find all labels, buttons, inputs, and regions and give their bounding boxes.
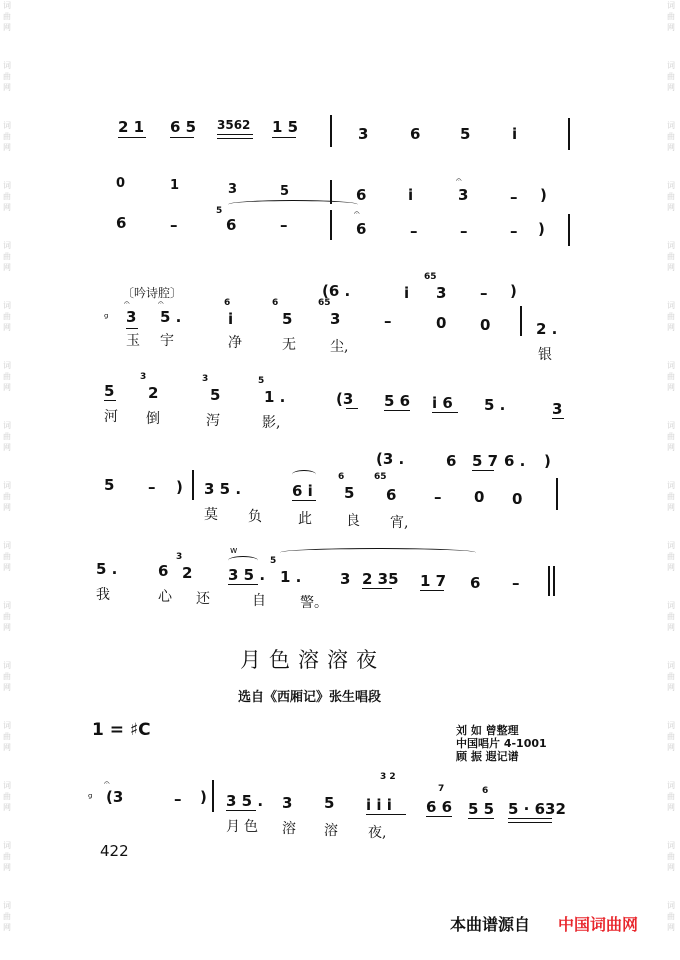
note-group: 6 5 — [170, 118, 197, 136]
grace-note: 5 — [270, 556, 277, 566]
barline — [212, 780, 214, 812]
close-paren: ) — [538, 220, 545, 238]
note: – — [384, 312, 392, 330]
grace-note: 6 — [338, 472, 345, 482]
underline — [384, 410, 410, 411]
note: 2 — [148, 384, 159, 402]
note: 1 — [170, 178, 180, 193]
lyric: 警。 — [300, 595, 328, 611]
barline — [330, 115, 332, 147]
watermark-text: 词 曲 网 — [3, 1, 11, 32]
note: i — [512, 125, 518, 143]
close-paren: ) — [200, 788, 207, 806]
footer-source-label: 本曲谱源自 — [450, 915, 531, 934]
slur — [292, 470, 316, 479]
watermark-text: 词 曲 网 — [667, 421, 675, 452]
footer-site-link[interactable]: 中国词曲网 — [558, 915, 639, 934]
slur — [228, 200, 358, 209]
note-group: 3562 — [217, 118, 251, 132]
grace-note: 7 — [438, 784, 445, 794]
watermark-text: 词 曲 网 — [667, 181, 675, 212]
watermark-text: 词 曲 网 — [3, 781, 11, 812]
lyric: 自 — [252, 593, 266, 609]
underline — [426, 816, 452, 817]
lyric: 泻 — [206, 413, 220, 429]
underline — [468, 818, 494, 819]
note: 6 6 — [426, 798, 453, 816]
fermata-icon: 𝄐 — [354, 208, 360, 219]
credit-line: 顾 振 遐记谱 — [456, 750, 519, 763]
grace-note: 6 — [224, 298, 231, 308]
watermark-text: 词 曲 网 — [3, 721, 11, 752]
watermark-text: 词 曲 网 — [667, 301, 675, 332]
note: 3 — [552, 400, 563, 418]
note: 3 — [340, 570, 351, 588]
grace-note: 3 — [202, 374, 209, 384]
lyric: 尘, — [330, 339, 349, 355]
grace-note: 65 — [374, 472, 387, 482]
underline — [508, 818, 552, 819]
grace-note: 3 2 — [380, 772, 396, 782]
lyric: 我 — [96, 587, 110, 603]
underline — [362, 588, 392, 589]
watermark-text: 词 曲 网 — [3, 61, 11, 92]
watermark-text: 词 曲 网 — [3, 301, 11, 332]
fermata-icon: 𝄐 — [124, 298, 130, 309]
watermark-text: 词 曲 网 — [3, 181, 11, 212]
watermark-text: 词 曲 网 — [3, 481, 11, 512]
barline — [192, 470, 194, 500]
bracket-label: 〔吟诗腔〕 — [122, 286, 183, 300]
watermark-text: 词 曲 网 — [667, 61, 675, 92]
note: 6 . — [504, 452, 526, 470]
note: – — [434, 488, 442, 506]
barline — [568, 118, 570, 150]
note: 6 — [226, 216, 237, 234]
watermark-text: 词 曲 网 — [667, 721, 675, 752]
note: i i i — [366, 796, 392, 814]
grace-note: 6 — [272, 298, 279, 308]
watermark-text: 词 曲 网 — [3, 661, 11, 692]
underline — [217, 138, 253, 139]
note-group: 1 5 — [272, 118, 299, 136]
note: 6 — [410, 125, 421, 143]
lyric: 宇 — [160, 333, 174, 349]
note: 5 — [210, 386, 221, 404]
note: 5 5 — [468, 800, 495, 818]
watermark-text: 词 曲 网 — [667, 901, 675, 932]
note-group: 2 1 — [118, 118, 145, 136]
underline — [508, 822, 552, 823]
song-subtitle: 选自《西厢记》张生唱段 — [238, 690, 382, 705]
note: (6 . — [322, 282, 351, 300]
lyric: 心 — [158, 589, 172, 605]
lyric: 良 — [346, 513, 360, 529]
grace-note: 5 — [258, 376, 265, 386]
barline — [330, 210, 332, 240]
key-signature: 1 = ♯C — [92, 720, 151, 740]
lyric: 溶 — [324, 823, 338, 839]
song-title: 月色溶溶夜 — [240, 648, 385, 672]
note: 3 — [458, 186, 469, 204]
lyric: 夜, — [368, 825, 387, 841]
note: i — [408, 186, 414, 204]
note: – — [410, 222, 418, 240]
slur — [280, 548, 476, 557]
fermata-icon: 𝄐 — [104, 778, 110, 789]
note: 2 — [182, 564, 193, 582]
note: 6 — [386, 486, 397, 504]
underline — [346, 408, 358, 409]
close-paren: ) — [510, 282, 517, 300]
note: – — [148, 478, 156, 496]
barline — [520, 306, 522, 336]
underline — [552, 418, 564, 419]
note: 0 — [480, 316, 491, 334]
watermark-text: 词 曲 网 — [3, 841, 11, 872]
note: i 6 — [432, 394, 453, 412]
note: 6 — [446, 452, 457, 470]
watermark-text: 词 曲 网 — [3, 541, 11, 572]
watermark-text: 词 曲 网 — [667, 1, 675, 32]
underline — [228, 584, 258, 585]
note: 5 — [280, 184, 290, 199]
note: 6 — [470, 574, 481, 592]
lyric: 影, — [262, 415, 281, 431]
underline — [104, 400, 116, 401]
note: – — [174, 790, 182, 808]
credit-line: 中国唱片 4-1001 — [456, 737, 547, 750]
watermark-text: 词 曲 网 — [3, 901, 11, 932]
note: – — [460, 222, 468, 240]
barline — [568, 214, 570, 246]
note: 6 i — [292, 482, 313, 500]
note: 6 — [158, 562, 169, 580]
note: 5 — [460, 125, 471, 143]
lyric: 负 — [248, 509, 262, 525]
note: 5 6 — [384, 392, 411, 410]
lyric: 色 — [244, 819, 258, 835]
note: 0 — [512, 490, 523, 508]
note: – — [480, 284, 488, 302]
note: (3 — [106, 788, 124, 806]
note: 6 — [356, 186, 367, 204]
note: i — [228, 310, 234, 328]
watermark-text: 词 曲 网 — [667, 841, 675, 872]
lyric: 月 — [226, 819, 240, 835]
watermark-text: 词 曲 网 — [667, 361, 675, 392]
underline — [170, 137, 194, 138]
watermark-text: 词 曲 网 — [667, 661, 675, 692]
barline — [553, 566, 555, 596]
note: – — [510, 222, 518, 240]
note: i — [404, 284, 410, 302]
note: 5 — [344, 484, 355, 502]
note: 3 — [228, 182, 238, 197]
note: 6 — [116, 214, 127, 232]
page-number: 422 — [100, 842, 129, 860]
lyric: 无 — [282, 337, 296, 353]
note: 2 35 — [362, 570, 399, 588]
note: 3 5 . — [204, 480, 242, 498]
note: (3 . — [376, 450, 405, 468]
note: 5 — [282, 310, 293, 328]
underline — [272, 137, 296, 138]
free-meter-mark: ᵍ — [88, 791, 93, 804]
underline — [226, 810, 256, 811]
note: 6 — [356, 220, 367, 238]
close-paren: ) — [544, 452, 551, 470]
lyric: 溶 — [282, 821, 296, 837]
grace-note: 65 — [318, 298, 331, 308]
note: – — [510, 188, 518, 206]
free-meter-mark: ᵍ — [104, 311, 109, 324]
lyric: 此 — [298, 511, 312, 527]
lyric: 倒 — [146, 411, 160, 427]
note: 1 . — [264, 388, 286, 406]
underline — [420, 590, 444, 591]
note: 3 — [282, 794, 293, 812]
underline — [217, 134, 253, 135]
lyric: 净 — [228, 335, 242, 351]
note: – — [512, 574, 520, 592]
note: – — [170, 216, 178, 234]
lyric: 玉 — [126, 333, 140, 349]
watermark-text: 词 曲 网 — [3, 361, 11, 392]
fermata-icon: 𝄐 — [158, 298, 164, 309]
watermark-text: 词 曲 网 — [667, 601, 675, 632]
credit-line: 刘 如 曾整理 — [456, 724, 519, 737]
note: 5 — [104, 382, 115, 400]
fermata-icon: 𝄐 — [456, 175, 462, 186]
watermark-text: 词 曲 网 — [667, 481, 675, 512]
slur — [228, 556, 258, 565]
note: (3 — [336, 390, 354, 408]
credits — [456, 724, 547, 763]
watermark-text: 词 曲 网 — [3, 601, 11, 632]
note: 3 5 . — [226, 792, 264, 810]
note: 0 — [116, 176, 126, 191]
lyric: 还 — [196, 591, 210, 607]
watermark-text: 词 曲 网 — [667, 241, 675, 272]
close-paren: ) — [540, 186, 547, 204]
note: 1 7 — [420, 572, 447, 590]
note: 0 — [474, 488, 485, 506]
note: 5 . — [96, 560, 118, 578]
grace-note: 5 — [216, 206, 223, 216]
note: 1 . — [280, 568, 302, 586]
underline — [432, 412, 458, 413]
watermark-text: 词 曲 网 — [3, 121, 11, 152]
underline — [126, 328, 138, 329]
note: 0 — [436, 314, 447, 332]
lyric: 银 — [538, 347, 552, 363]
watermark-text: 词 曲 网 — [667, 781, 675, 812]
note: 5 7 — [472, 452, 499, 470]
grace-note: 65 — [424, 272, 437, 282]
note: 5 — [324, 794, 335, 812]
underline — [366, 814, 406, 815]
note: 3 — [436, 284, 447, 302]
close-paren: ) — [176, 478, 183, 496]
note: 5 . — [484, 396, 506, 414]
underline — [472, 470, 494, 471]
note: 2 . — [536, 320, 558, 338]
underline — [292, 500, 316, 501]
watermark-text: 词 曲 网 — [667, 541, 675, 572]
trill-mark: w — [230, 546, 238, 556]
underline — [118, 137, 146, 138]
grace-note: 6 — [482, 786, 489, 796]
note: 5 · 632 — [508, 800, 566, 818]
note: 3 — [330, 310, 341, 328]
note: 5 . — [160, 308, 182, 326]
note: 5 — [104, 476, 115, 494]
watermark-text: 词 曲 网 — [3, 421, 11, 452]
note: 3 — [358, 125, 369, 143]
lyric: 宵, — [390, 515, 409, 531]
barline — [556, 478, 558, 510]
lyric: 莫 — [204, 507, 218, 523]
watermark-text: 词 曲 网 — [667, 121, 675, 152]
note: 3 5 . — [228, 566, 266, 584]
note: 3 — [126, 308, 137, 326]
watermark-text: 词 曲 网 — [3, 241, 11, 272]
grace-note: 3 — [140, 372, 147, 382]
grace-note: 3 — [176, 552, 183, 562]
lyric: 河 — [104, 409, 118, 425]
note: – — [280, 216, 288, 234]
barline — [548, 566, 550, 596]
